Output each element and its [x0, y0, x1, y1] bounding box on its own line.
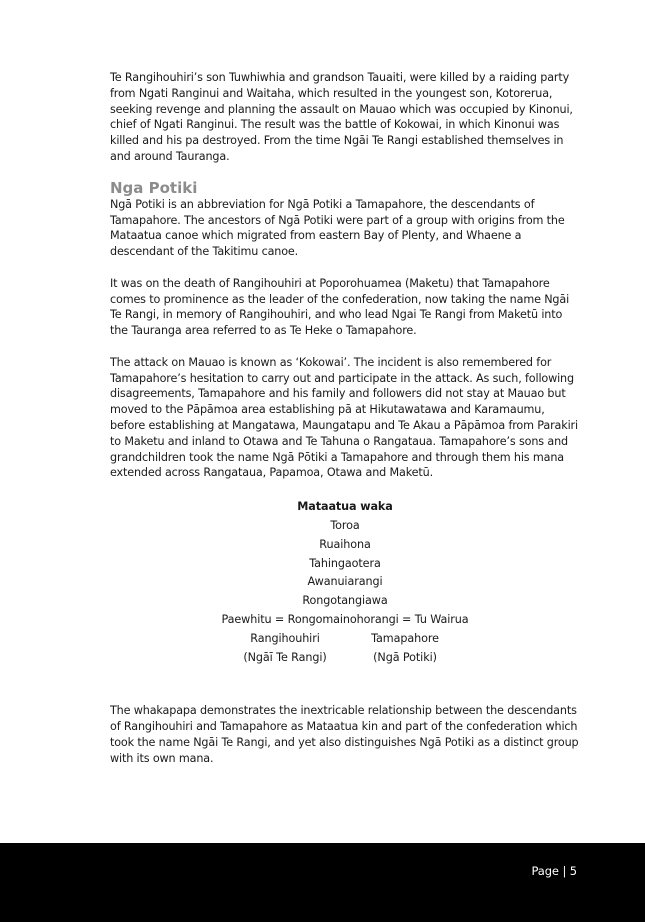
section-heading-nga-potiki: Nga Potiki — [110, 178, 198, 197]
page-number: Page | 5 — [531, 864, 577, 878]
document-body — [110, 70, 580, 766]
whakapapa-genealogy — [110, 498, 580, 667]
paragraph-nga-potiki-origins: Ngā Potiki is an abbreviation for Ngā Potiki a Tamapahore, the descendants of Tamapahore. The ancestors of Ngā Potiki were part of a group with origins from the Mataatua canoe which migrated from eastern Bay of Plenty, and Whaene a descendant of the Takitimu canoe. — [110, 197, 565, 259]
paragraph-whakapapa-summary: The whakapapa demonstrates the inextricable relationship between the descendants of Rangihouhiri and Tamapahore as Mataatua kin and part of the confederation which took the name Ngāi Te Rangi, and yet also distinguishes Ngā Potiki as a distinct group with its own mana. — [110, 704, 579, 765]
whakapapa-line: Paewhitu = Rongomainohorangi = Tu Wairua — [221, 612, 469, 626]
whakapapa-line: Tahingaotera — [309, 556, 381, 570]
page-footer — [0, 843, 645, 922]
whakapapa-line: Awanuiarangi — [307, 575, 383, 589]
whakapapa-left-group: (Ngāī Te Rangi) — [243, 650, 327, 664]
whakapapa-left-name: Rangihouhiri — [250, 631, 320, 645]
whakapapa-descendant-groups — [110, 649, 580, 668]
whakapapa-descendant-names — [110, 630, 580, 649]
whakapapa-line: Rongotangiawa — [302, 594, 388, 608]
whakapapa-line: Ruaihona — [319, 537, 371, 551]
whakapapa-title: Mataatua waka — [297, 500, 393, 514]
paragraph-kokowai-battle: Te Rangihouhiri’s son Tuwhiwhia and grandson Tauaiti, were killed by a raiding party from Ngati Ranginui and Waitaha, which resulted in the youngest son, Kotorerua, seeking revenge and planning the assault on Mauao which was occupied by Kinonui, chief of Ngati Ranginui. The result was the battle of Kokowai, in which Kinonui was killed and his pa destroyed. From the time Ngāi Te Rangi established themselves in and around Tauranga. — [110, 71, 573, 163]
whakapapa-right-group: (Ngā Potiki) — [373, 650, 437, 664]
whakapapa-line: Toroa — [330, 518, 360, 532]
paragraph-kokowai-attack: The attack on Mauao is known as ‘Kokowai’. The incident is also remembered for Tamapahore’s hesitation to carry out and participate in the attack. As such, following disagreements, Tamapahore and his family and followers did not stay at Mauao but moved to the Pāpāmoa area establishing pā at Hikutawatawa and Karamaumu, before establishing at Mangatawa, Maungatapu and Te Akau a Pāpāmoa from Parakiri to Maketu and inland to Otawa and Te Tahuna o Rangataua. Tamapahore’s sons and grandchildren took the name Ngā Pōtiki a Tamapahore and through them his mana extended across Rangataua, Papamoa, Otawa and Maketū. — [110, 355, 578, 480]
whakapapa-right-name: Tamapahore — [371, 631, 439, 645]
paragraph-tamapahore-leadership: It was on the death of Rangihouhiri at Poporohuamea (Maketu) that Tamapahore comes to prominence as the leader of the confederation, now taking the name Ngāi Te Rangi, in memory of Rangihouhiri, and who lead Ngai Te Rangi from Maketū into the Tauranga area referred to as Te Heke o Tamapahore. — [110, 276, 570, 338]
